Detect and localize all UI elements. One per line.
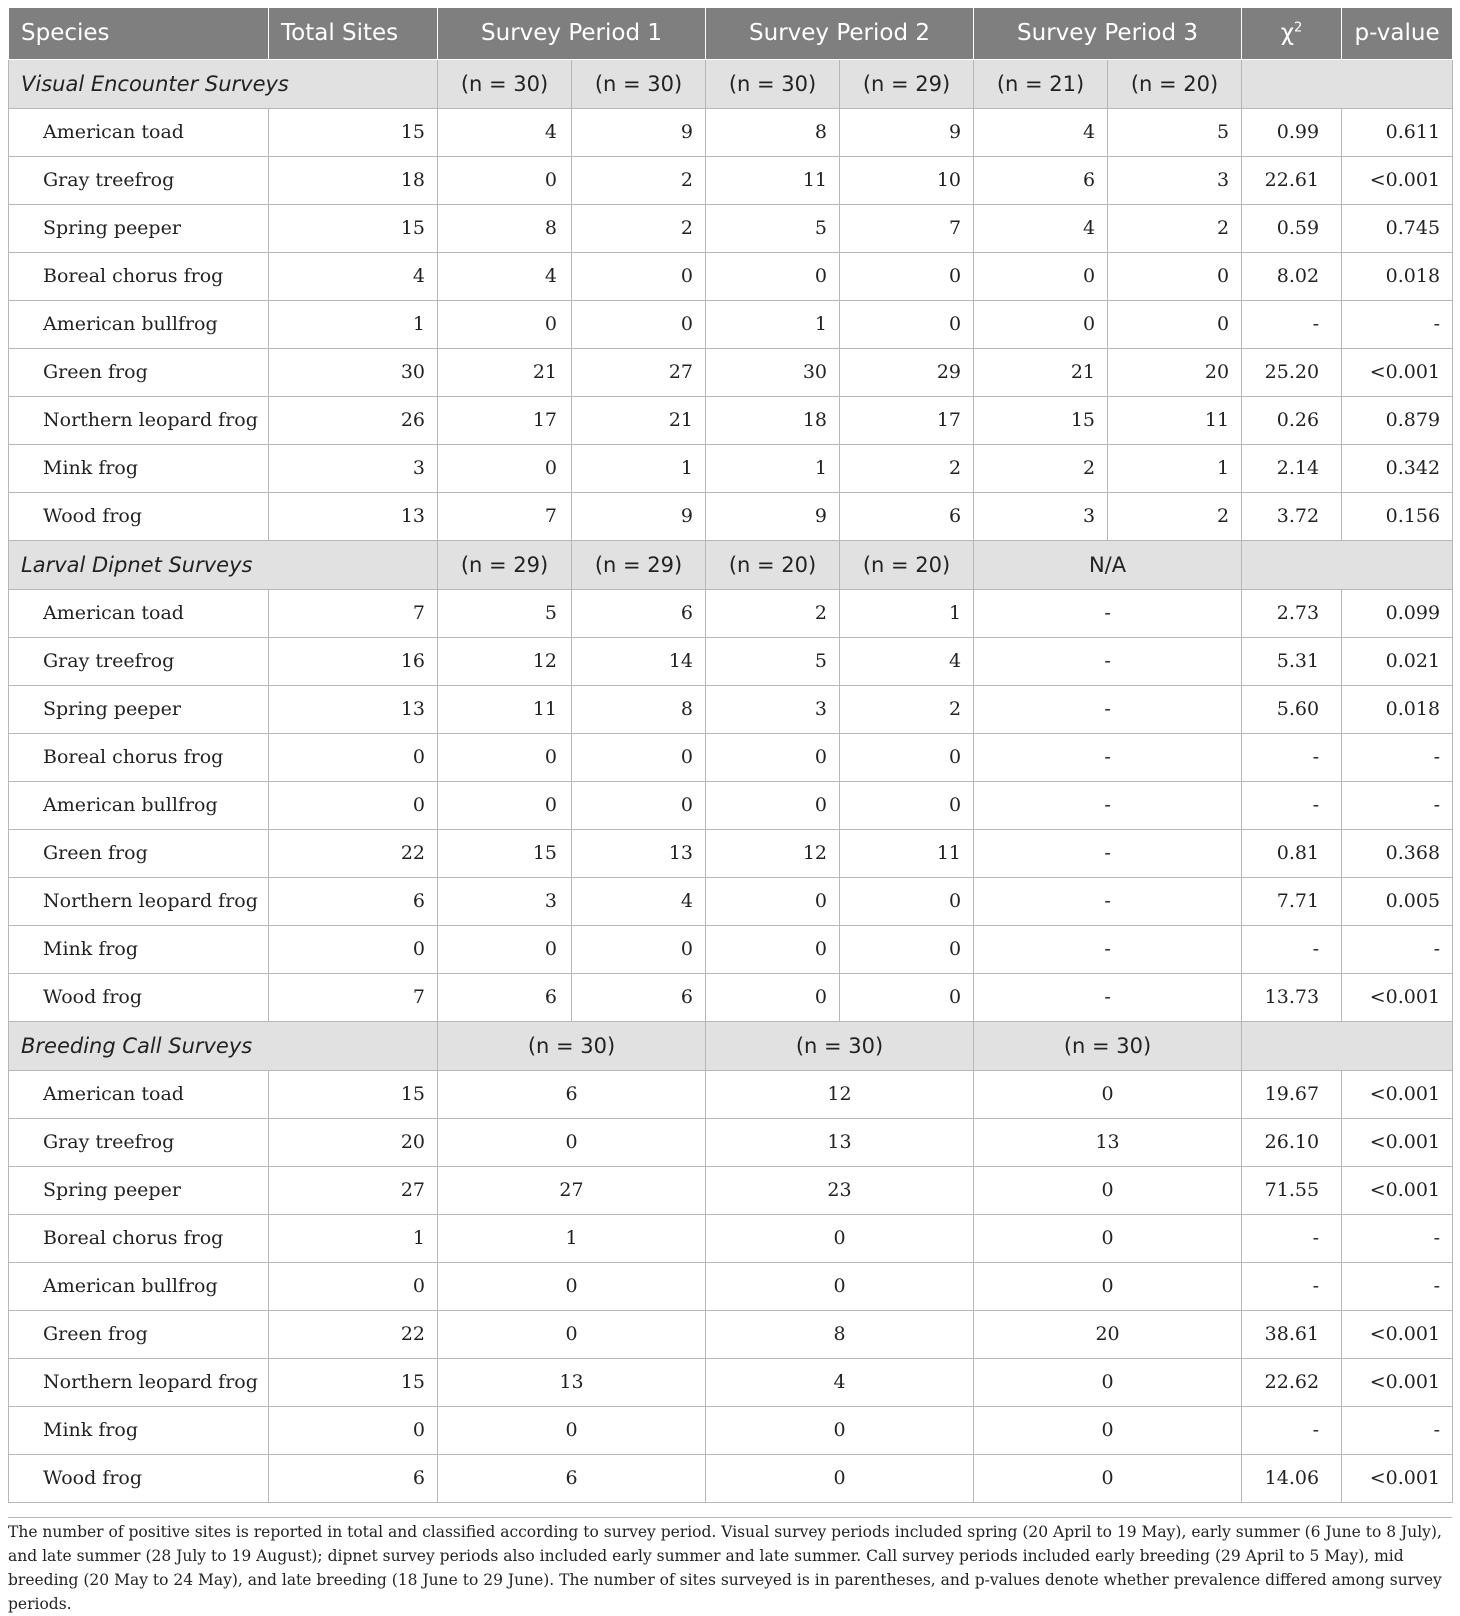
total-sites-cell: 15	[269, 108, 438, 156]
period-count-cell: 0	[974, 252, 1108, 300]
period-count-cell: 20	[974, 1310, 1242, 1358]
sample-size-cell: (n = 30)	[438, 59, 572, 108]
chi-square-cell: 0.26	[1242, 396, 1342, 444]
period-count-cell: 2	[572, 204, 706, 252]
period-count-cell: 0	[706, 1214, 974, 1262]
period-count-cell: 0	[840, 733, 974, 781]
sample-size-cell: (n = 20)	[840, 540, 974, 589]
chi-square-cell: 13.73	[1242, 973, 1342, 1021]
period-count-cell: 1	[840, 589, 974, 637]
period-count-cell: 0	[840, 973, 974, 1021]
period-count-cell: 0	[572, 781, 706, 829]
period-count-cell: 8	[572, 685, 706, 733]
species-cell: Gray treefrog	[9, 1118, 269, 1166]
chi-square-cell: 2.14	[1242, 444, 1342, 492]
species-cell: American toad	[9, 108, 269, 156]
period-count-cell: 7	[840, 204, 974, 252]
period-count-cell: 0	[840, 925, 974, 973]
chi-square-cell: 26.10	[1242, 1118, 1342, 1166]
p-value-cell: -	[1342, 781, 1453, 829]
total-sites-cell: 6	[269, 1454, 438, 1502]
period-count-cell: 0	[438, 781, 572, 829]
chi-square-cell: 25.20	[1242, 348, 1342, 396]
p-value-cell: 0.156	[1342, 492, 1453, 540]
total-sites-cell: 13	[269, 685, 438, 733]
period-count-cell: 15	[974, 396, 1108, 444]
period-count-cell: 0	[974, 1166, 1242, 1214]
species-cell: Northern leopard frog	[9, 1358, 269, 1406]
table-row	[9, 1358, 1453, 1406]
p-value-cell: 0.368	[1342, 829, 1453, 877]
section-title: Visual Encounter Surveys	[9, 59, 438, 108]
table-row	[9, 1070, 1453, 1118]
sample-size-cell: (n = 29)	[572, 540, 706, 589]
sample-size-cell: (n = 30)	[438, 1021, 706, 1070]
period-count-cell: 12	[706, 829, 840, 877]
table-row	[9, 1166, 1453, 1214]
table-row	[9, 252, 1453, 300]
chi-square-cell: 22.62	[1242, 1358, 1342, 1406]
p-value-cell: 0.099	[1342, 589, 1453, 637]
period-count-cell: -	[974, 637, 1242, 685]
p-value-cell: -	[1342, 300, 1453, 348]
chi-square-cell: 8.02	[1242, 252, 1342, 300]
period-count-cell: 4	[706, 1358, 974, 1406]
period-count-cell: 8	[706, 1310, 974, 1358]
section-header-row	[9, 540, 1453, 589]
p-value-cell: <0.001	[1342, 1310, 1453, 1358]
table-row	[9, 877, 1453, 925]
period-count-cell: 0	[1108, 252, 1242, 300]
chi-exponent: 2	[1294, 20, 1303, 36]
species-cell: Northern leopard frog	[9, 396, 269, 444]
total-sites-cell: 15	[269, 1358, 438, 1406]
sample-size-cell: (n = 20)	[706, 540, 840, 589]
p-value-cell: 0.018	[1342, 685, 1453, 733]
period-count-cell: 27	[438, 1166, 706, 1214]
p-value-cell: 0.021	[1342, 637, 1453, 685]
period-count-cell: 4	[438, 252, 572, 300]
table-row	[9, 1262, 1453, 1310]
chi-square-cell: -	[1242, 733, 1342, 781]
table-row	[9, 925, 1453, 973]
table-row	[9, 348, 1453, 396]
header-row	[9, 8, 1453, 59]
species-cell: Gray treefrog	[9, 156, 269, 204]
total-sites-cell: 15	[269, 1070, 438, 1118]
table-body	[9, 59, 1453, 1502]
period-count-cell: 5	[706, 637, 840, 685]
table-row	[9, 1118, 1453, 1166]
sample-size-cell: (n = 29)	[840, 59, 974, 108]
period-count-cell: 4	[974, 204, 1108, 252]
period-count-cell: 0	[706, 781, 840, 829]
period-count-cell: 0	[706, 1454, 974, 1502]
chi-square-cell: 0.99	[1242, 108, 1342, 156]
period-count-cell: 11	[438, 685, 572, 733]
chi-square-cell: 19.67	[1242, 1070, 1342, 1118]
period-count-cell: 0	[572, 252, 706, 300]
total-sites-cell: 4	[269, 252, 438, 300]
period-count-cell: 4	[572, 877, 706, 925]
p-value-cell: -	[1342, 1262, 1453, 1310]
section-header-row	[9, 1021, 1453, 1070]
period-count-cell: -	[974, 829, 1242, 877]
species-cell: Boreal chorus frog	[9, 733, 269, 781]
total-sites-cell: 18	[269, 156, 438, 204]
sample-size-cell: (n = 30)	[706, 1021, 974, 1070]
period-count-cell: 0	[438, 300, 572, 348]
chi-square-cell: -	[1242, 925, 1342, 973]
table-row	[9, 589, 1453, 637]
species-cell: Green frog	[9, 829, 269, 877]
total-sites-cell: 3	[269, 444, 438, 492]
period-count-cell: 13	[706, 1118, 974, 1166]
species-cell: Boreal chorus frog	[9, 252, 269, 300]
p-value-cell: <0.001	[1342, 1358, 1453, 1406]
species-cell: American toad	[9, 1070, 269, 1118]
total-sites-cell: 30	[269, 348, 438, 396]
period-count-cell: 1	[438, 1214, 706, 1262]
period-count-cell: 27	[572, 348, 706, 396]
period-count-cell: 0	[438, 733, 572, 781]
period-count-cell: 6	[438, 1454, 706, 1502]
sample-size-cell: (n = 30)	[974, 1021, 1242, 1070]
period-count-cell: 12	[706, 1070, 974, 1118]
period-count-cell: 0	[706, 252, 840, 300]
sample-size-cell: (n = 29)	[438, 540, 572, 589]
data-table	[8, 8, 1453, 1503]
p-value-column-header: p-value	[1342, 8, 1453, 59]
period-count-cell: 4	[974, 108, 1108, 156]
table-row	[9, 204, 1453, 252]
p-value-cell: -	[1342, 1214, 1453, 1262]
table-row	[9, 444, 1453, 492]
table-row	[9, 300, 1453, 348]
chi-square-cell: 14.06	[1242, 1454, 1342, 1502]
period-count-cell: 3	[974, 492, 1108, 540]
period-count-cell: 3	[438, 877, 572, 925]
period-count-cell: 4	[438, 108, 572, 156]
total-sites-cell: 1	[269, 1214, 438, 1262]
species-cell: American toad	[9, 589, 269, 637]
period-count-cell: 1	[1108, 444, 1242, 492]
period-count-cell: 3	[706, 685, 840, 733]
period-count-cell: 3	[1108, 156, 1242, 204]
p-value-cell: <0.001	[1342, 1454, 1453, 1502]
species-cell: Green frog	[9, 1310, 269, 1358]
sample-size-cell: (n = 30)	[706, 59, 840, 108]
period-count-cell: 1	[706, 444, 840, 492]
section-title: Larval Dipnet Surveys	[9, 540, 438, 589]
total-sites-cell: 7	[269, 589, 438, 637]
sample-size-cell: N/A	[974, 540, 1242, 589]
p-value-cell: 0.745	[1342, 204, 1453, 252]
period-count-cell: 9	[572, 108, 706, 156]
period-count-cell: 6	[840, 492, 974, 540]
table-row	[9, 973, 1453, 1021]
table-row	[9, 829, 1453, 877]
species-cell: Green frog	[9, 348, 269, 396]
chi-square-cell: -	[1242, 1214, 1342, 1262]
empty-cell	[1242, 540, 1453, 589]
section-title: Breeding Call Surveys	[9, 1021, 438, 1070]
period-count-cell: 17	[840, 396, 974, 444]
period-count-cell: -	[974, 877, 1242, 925]
period-count-cell: 5	[1108, 108, 1242, 156]
chi-square-cell: 71.55	[1242, 1166, 1342, 1214]
species-cell: Spring peeper	[9, 204, 269, 252]
total-sites-cell: 7	[269, 973, 438, 1021]
period-count-cell: 17	[438, 396, 572, 444]
period-count-cell: 4	[840, 637, 974, 685]
period-count-cell: 12	[438, 637, 572, 685]
period-count-cell: 0	[706, 973, 840, 1021]
period-count-cell: 30	[706, 348, 840, 396]
total-sites-cell: 6	[269, 877, 438, 925]
p-value-cell: 0.879	[1342, 396, 1453, 444]
survey-period-3-column-header: Survey Period 3	[974, 8, 1242, 59]
table-row	[9, 781, 1453, 829]
period-count-cell: 2	[974, 444, 1108, 492]
total-sites-cell: 27	[269, 1166, 438, 1214]
sample-size-cell: (n = 20)	[1108, 59, 1242, 108]
species-cell: American bullfrog	[9, 300, 269, 348]
period-count-cell: -	[974, 733, 1242, 781]
total-sites-cell: 16	[269, 637, 438, 685]
period-count-cell: 8	[706, 108, 840, 156]
chi-square-cell: 0.59	[1242, 204, 1342, 252]
period-count-cell: 0	[572, 300, 706, 348]
period-count-cell: 9	[706, 492, 840, 540]
p-value-cell: <0.001	[1342, 348, 1453, 396]
chi-square-cell: -	[1242, 1406, 1342, 1454]
survey-period-1-column-header: Survey Period 1	[438, 8, 706, 59]
chi-square-cell: 3.72	[1242, 492, 1342, 540]
p-value-cell: <0.001	[1342, 1166, 1453, 1214]
period-count-cell: 0	[572, 733, 706, 781]
p-value-cell: <0.001	[1342, 1070, 1453, 1118]
period-count-cell: 0	[438, 1406, 706, 1454]
period-count-cell: 0	[974, 1214, 1242, 1262]
period-count-cell: 6	[572, 589, 706, 637]
period-count-cell: 2	[706, 589, 840, 637]
period-count-cell: 2	[840, 685, 974, 733]
period-count-cell: 0	[974, 1358, 1242, 1406]
total-sites-cell: 0	[269, 925, 438, 973]
p-value-cell: <0.001	[1342, 973, 1453, 1021]
sample-size-cell: (n = 21)	[974, 59, 1108, 108]
species-cell: Spring peeper	[9, 685, 269, 733]
period-count-cell: 0	[572, 925, 706, 973]
table-row	[9, 492, 1453, 540]
period-count-cell: -	[974, 973, 1242, 1021]
period-count-cell: 0	[706, 733, 840, 781]
period-count-cell: 0	[840, 877, 974, 925]
period-count-cell: -	[974, 589, 1242, 637]
period-count-cell: 15	[438, 829, 572, 877]
chi-square-cell: 5.60	[1242, 685, 1342, 733]
period-count-cell: 11	[840, 829, 974, 877]
chi-square-cell: 22.61	[1242, 156, 1342, 204]
period-count-cell: 5	[438, 589, 572, 637]
period-count-cell: 0	[438, 1310, 706, 1358]
chi-symbol: χ	[1280, 20, 1295, 47]
chi-square-cell: -	[1242, 300, 1342, 348]
table-row	[9, 108, 1453, 156]
period-count-cell: 14	[572, 637, 706, 685]
sample-size-cell: (n = 30)	[572, 59, 706, 108]
period-count-cell: 20	[1108, 348, 1242, 396]
chi-square-cell: 7.71	[1242, 877, 1342, 925]
period-count-cell: 13	[438, 1358, 706, 1406]
chi-square-cell: -	[1242, 1262, 1342, 1310]
species-column-header: Species	[9, 8, 269, 59]
period-count-cell: 9	[840, 108, 974, 156]
period-count-cell: 0	[706, 877, 840, 925]
chi-square-cell: 2.73	[1242, 589, 1342, 637]
p-value-cell: 0.611	[1342, 108, 1453, 156]
p-value-cell: <0.001	[1342, 156, 1453, 204]
table-footnote: The number of positive sites is reported in total and classified according to survey period. Visual survey periods included spring (20 April to 19 May), early summer (6 June to 8 July), and late summer (28 July to 19 August); dipnet survey periods also included early summer and late summer. Call survey periods included early breeding (29 April to 5 May), mid breeding (20 May to 24 May), and late breeding (18 June to 29 June). The number of sites surveyed is in parentheses, and p-values denote whether prevalence differed among survey periods.	[8, 1517, 1452, 1616]
survey-period-2-column-header: Survey Period 2	[706, 8, 974, 59]
period-count-cell: 0	[840, 781, 974, 829]
p-value-cell: -	[1342, 925, 1453, 973]
species-cell: Gray treefrog	[9, 637, 269, 685]
species-cell: Mink frog	[9, 1406, 269, 1454]
period-count-cell: 0	[438, 1118, 706, 1166]
period-count-cell: 0	[706, 925, 840, 973]
species-cell: Boreal chorus frog	[9, 1214, 269, 1262]
total-sites-cell: 1	[269, 300, 438, 348]
p-value-cell: <0.001	[1342, 1118, 1453, 1166]
species-cell: Wood frog	[9, 973, 269, 1021]
chi-square-cell: 38.61	[1242, 1310, 1342, 1358]
period-count-cell: 6	[572, 973, 706, 1021]
period-count-cell: 13	[974, 1118, 1242, 1166]
period-count-cell: 29	[840, 348, 974, 396]
species-cell: Mink frog	[9, 925, 269, 973]
species-cell: Mink frog	[9, 444, 269, 492]
table-row	[9, 396, 1453, 444]
p-value-cell: -	[1342, 1406, 1453, 1454]
period-count-cell: 0	[438, 444, 572, 492]
period-count-cell: 0	[974, 1262, 1242, 1310]
period-count-cell: 0	[974, 1406, 1242, 1454]
period-count-cell: 8	[438, 204, 572, 252]
period-count-cell: 21	[572, 396, 706, 444]
period-count-cell: 2	[840, 444, 974, 492]
table-row	[9, 156, 1453, 204]
empty-cell	[1242, 59, 1453, 108]
period-count-cell: 2	[1108, 204, 1242, 252]
period-count-cell: 0	[974, 1070, 1242, 1118]
period-count-cell: -	[974, 781, 1242, 829]
period-count-cell: 21	[974, 348, 1108, 396]
table-row	[9, 685, 1453, 733]
period-count-cell: 2	[572, 156, 706, 204]
species-cell: Spring peeper	[9, 1166, 269, 1214]
empty-cell	[1242, 1021, 1453, 1070]
period-count-cell: 2	[1108, 492, 1242, 540]
total-sites-cell: 22	[269, 1310, 438, 1358]
section-header-row	[9, 59, 1453, 108]
p-value-cell: -	[1342, 733, 1453, 781]
period-count-cell: 6	[974, 156, 1108, 204]
period-count-cell: 5	[706, 204, 840, 252]
species-cell: American bullfrog	[9, 781, 269, 829]
total-sites-cell: 0	[269, 1262, 438, 1310]
period-count-cell: 0	[706, 1406, 974, 1454]
period-count-cell: 1	[572, 444, 706, 492]
period-count-cell: 10	[840, 156, 974, 204]
species-cell: Wood frog	[9, 492, 269, 540]
period-count-cell: 13	[572, 829, 706, 877]
species-cell: Wood frog	[9, 1454, 269, 1502]
chi-square-cell: -	[1242, 781, 1342, 829]
p-value-cell: 0.005	[1342, 877, 1453, 925]
total-sites-cell: 15	[269, 204, 438, 252]
period-count-cell: 0	[974, 300, 1108, 348]
total-sites-cell: 0	[269, 781, 438, 829]
table-row	[9, 1406, 1453, 1454]
period-count-cell: 0	[840, 300, 974, 348]
table-row	[9, 1214, 1453, 1262]
total-sites-cell: 0	[269, 1406, 438, 1454]
period-count-cell: 0	[438, 925, 572, 973]
p-value-cell: 0.018	[1342, 252, 1453, 300]
table-row	[9, 1454, 1453, 1502]
period-count-cell: 18	[706, 396, 840, 444]
total-sites-cell: 26	[269, 396, 438, 444]
chi-square-cell: 0.81	[1242, 829, 1342, 877]
table-row	[9, 1310, 1453, 1358]
total-sites-cell: 0	[269, 733, 438, 781]
species-cell: American bullfrog	[9, 1262, 269, 1310]
period-count-cell: 9	[572, 492, 706, 540]
table-row	[9, 733, 1453, 781]
period-count-cell: 23	[706, 1166, 974, 1214]
period-count-cell: -	[974, 685, 1242, 733]
period-count-cell: 0	[1108, 300, 1242, 348]
chi-square-column-header	[1242, 8, 1342, 59]
period-count-cell: 0	[438, 1262, 706, 1310]
period-count-cell: -	[974, 925, 1242, 973]
total-sites-cell: 22	[269, 829, 438, 877]
period-count-cell: 1	[706, 300, 840, 348]
period-count-cell: 0	[974, 1454, 1242, 1502]
period-count-cell: 0	[438, 156, 572, 204]
chi-square-cell: 5.31	[1242, 637, 1342, 685]
species-cell: Northern leopard frog	[9, 877, 269, 925]
total-sites-column-header: Total Sites	[269, 8, 438, 59]
period-count-cell: 11	[1108, 396, 1242, 444]
period-count-cell: 6	[438, 1070, 706, 1118]
period-count-cell: 11	[706, 156, 840, 204]
period-count-cell: 0	[840, 252, 974, 300]
period-count-cell: 6	[438, 973, 572, 1021]
period-count-cell: 21	[438, 348, 572, 396]
period-count-cell: 7	[438, 492, 572, 540]
p-value-cell: 0.342	[1342, 444, 1453, 492]
total-sites-cell: 13	[269, 492, 438, 540]
table-row	[9, 637, 1453, 685]
total-sites-cell: 20	[269, 1118, 438, 1166]
period-count-cell: 0	[706, 1262, 974, 1310]
